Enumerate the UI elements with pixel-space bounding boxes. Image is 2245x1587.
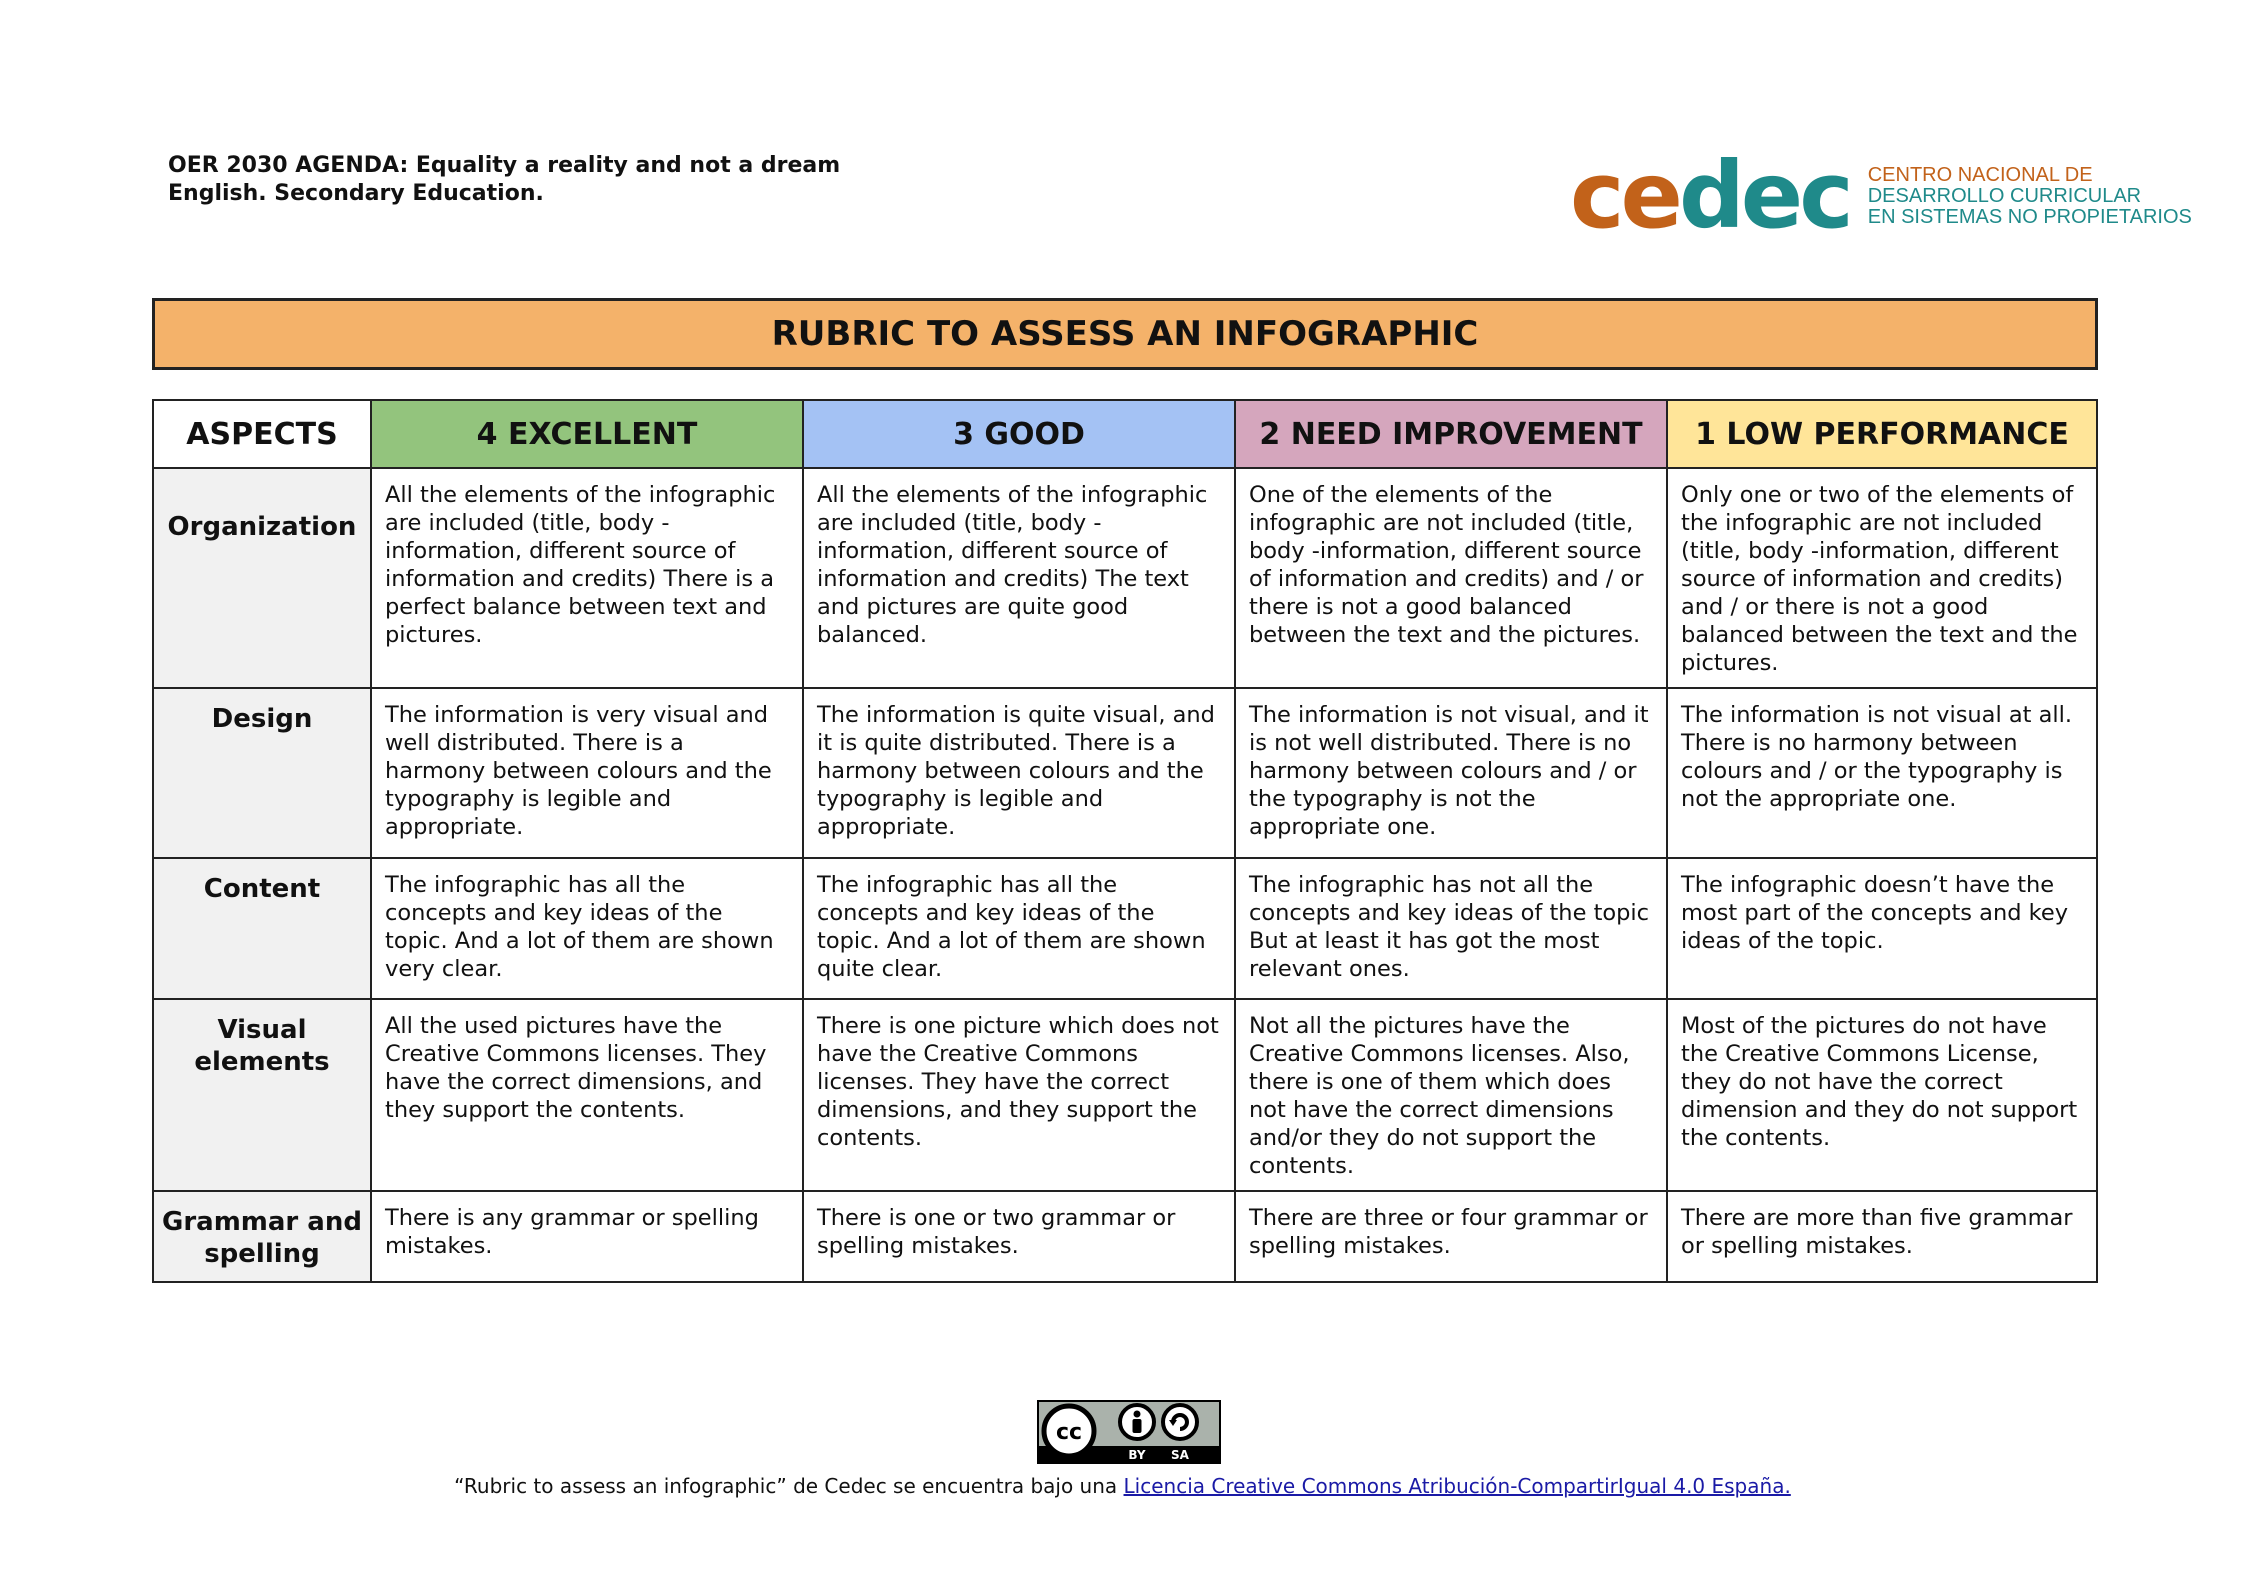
column-header-need-improvement: 2 NEED IMPROVEMENT [1235,400,1667,468]
table-row [153,858,2097,999]
row-aspect-organization: Organization [153,468,371,688]
license-text: “Rubric to assess an infographic” de Cedec se encuentra bajo una [454,1474,1118,1498]
header-agenda-line: OER 2030 AGENDA: Equality a reality and not a dream [168,153,841,178]
row-aspect-visual-elements: Visual elements [153,999,371,1191]
cedec-logo [1570,142,2192,249]
table-cell: The information is not visual at all. There is no harmony between colours and / or the typography is not the appropriate one. [1667,688,2097,858]
table-cell: The infographic has all the concepts and key ideas of the topic. And a lot of them are shown very clear. [371,858,803,999]
table-cell: All the elements of the infographic are included (title, body -information, different source of information and credits) There is a perfect balance between text and pictures. [371,468,803,688]
cedec-wordmark-ce: ce [1570,142,1679,249]
column-header-excellent: 4 EXCELLENT [371,400,803,468]
document-header [168,152,840,208]
rubric-title: RUBRIC TO ASSESS AN INFOGRAPHIC [152,298,2098,370]
row-aspect-content: Content [153,858,371,999]
table-row [153,468,2097,688]
cc-icon-text: cc [1055,1420,1083,1445]
table-cell: There is one or two grammar or spelling mistakes. [803,1191,1235,1282]
license-statement [0,1474,2245,1498]
table-cell: The infographic has all the concepts and key ideas of the topic. And a lot of them are shown quite clear. [803,858,1235,999]
license-link[interactable]: Licencia Creative Commons Atribución-CompartirIgual 4.0 España. [1123,1474,1791,1498]
table-cell: There are three or four grammar or spelling mistakes. [1235,1191,1667,1282]
creative-commons-badge[interactable] [1037,1400,1221,1464]
header-subject-line: English. Secondary Education. [168,181,544,206]
cedec-subtitle-line1: CENTRO NACIONAL DE [1867,163,2093,186]
cedec-subtitle [1868,165,2192,228]
table-cell: The infographic doesn’t have the most part of the concepts and key ideas of the topic. [1667,858,2097,999]
table-cell: The information is quite visual, and it is quite distributed. There is a harmony between colours and the typography is legible and appropriate. [803,688,1235,858]
cedec-wordmark [1570,142,1850,249]
rubric-table [152,399,2098,1283]
cedec-subtitle-line3: EN SISTEMAS NO PROPIETARIOS [1867,205,2192,228]
table-cell: The information is not visual, and it is not well distributed. There is no harmony between colours and / or the typography is not the appropriate one. [1235,688,1667,858]
table-cell: Not all the pictures have the Creative Commons licenses. Also, there is one of them which does not have the correct dimensions and/or they do not support the contents. [1235,999,1667,1191]
table-cell: Only one or two of the elements of the infographic are not included (title, body -information, different source of information and credits) and / or there is not a good balanced between the text and the pictures. [1667,468,2097,688]
table-row [153,1191,2097,1282]
column-header-aspects: ASPECTS [153,400,371,468]
table-cell: The infographic has not all the concepts and key ideas of the topic But at least it has got the most relevant ones. [1235,858,1667,999]
cc-badge-by-label: BY [1128,1448,1146,1462]
table-row [153,688,2097,858]
rubric-header-row [153,400,2097,468]
sa-icon [1163,1405,1197,1439]
table-cell: The information is very visual and well distributed. There is a harmony between colours and the typography is legible and appropriate. [371,688,803,858]
table-row [153,999,2097,1191]
column-header-good: 3 GOOD [803,400,1235,468]
column-header-low-performance: 1 LOW PERFORMANCE [1667,400,2097,468]
cedec-subtitle-line2: DESARROLLO CURRICULAR [1867,184,2142,207]
table-cell: All the used pictures have the Creative Commons licenses. They have the correct dimensions, and they support the contents. [371,999,803,1191]
row-aspect-grammar-spelling: Grammar and spelling [153,1191,371,1282]
table-cell: Most of the pictures do not have the Creative Commons License, they do not have the correct dimension and they do not support the contents. [1667,999,2097,1191]
table-cell: There is any grammar or spelling mistakes. [371,1191,803,1282]
table-cell: One of the elements of the infographic are not included (title, body -information, different source of information and credits) and / or there is not a good balanced between the text and the pictures. [1235,468,1667,688]
cedec-wordmark-dec: dec [1678,142,1850,249]
cc-badge-sa-label: SA [1171,1448,1189,1462]
row-aspect-design: Design [153,688,371,858]
table-cell: All the elements of the infographic are included (title, body -information, different source of information and credits) The text and pictures are quite good balanced. [803,468,1235,688]
table-cell: There are more than five grammar or spelling mistakes. [1667,1191,2097,1282]
table-cell: There is one picture which does not have the Creative Commons licenses. They have the correct dimensions, and they support the contents. [803,999,1235,1191]
